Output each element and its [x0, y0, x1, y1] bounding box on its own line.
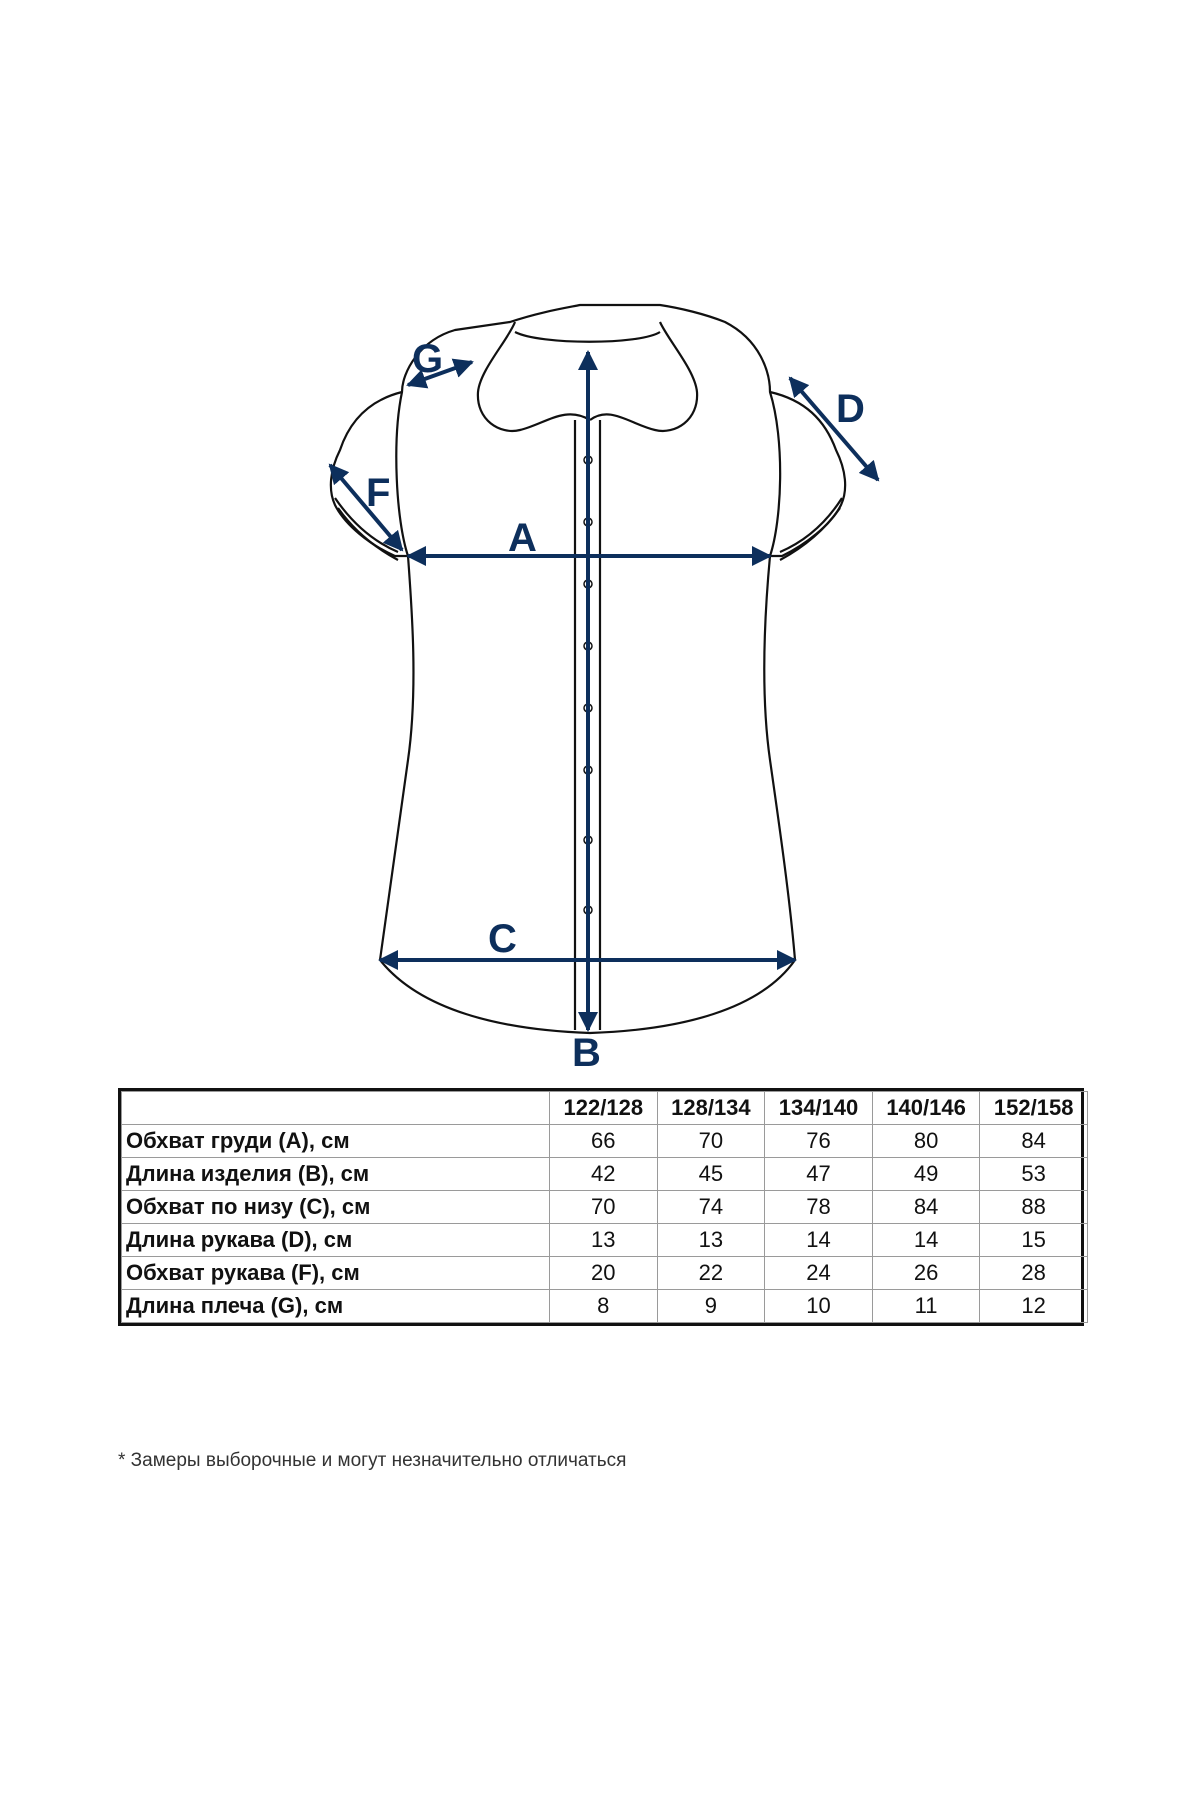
table-cell: 10	[765, 1290, 873, 1323]
size-header: 152/158	[980, 1092, 1088, 1125]
table-cell: 42	[550, 1158, 658, 1191]
table-cell: 70	[550, 1191, 658, 1224]
row-label: Длина рукава (D), см	[122, 1224, 550, 1257]
size-table	[118, 1088, 1084, 1326]
size-header-corner	[122, 1092, 550, 1125]
table-cell: 15	[980, 1224, 1088, 1257]
table-cell: 53	[980, 1158, 1088, 1191]
size-header-row	[122, 1092, 1088, 1125]
size-header: 134/140	[765, 1092, 873, 1125]
table-row	[122, 1191, 1088, 1224]
label-a: A	[508, 516, 537, 560]
table-row	[122, 1224, 1088, 1257]
table-cell: 76	[765, 1125, 873, 1158]
table-cell: 13	[550, 1224, 658, 1257]
table-cell: 8	[550, 1290, 658, 1323]
table-cell: 70	[657, 1125, 765, 1158]
table-cell: 14	[872, 1224, 980, 1257]
table-row	[122, 1257, 1088, 1290]
table-cell: 66	[550, 1125, 658, 1158]
label-d: D	[836, 387, 865, 431]
table-cell: 47	[765, 1158, 873, 1191]
table-row	[122, 1125, 1088, 1158]
row-label: Длина изделия (B), см	[122, 1158, 550, 1191]
table-cell: 80	[872, 1125, 980, 1158]
right-sleeve	[770, 392, 845, 556]
measurement-footnote: * Замеры выборочные и могут незначительно отличаться	[118, 1450, 627, 1471]
table-row	[122, 1158, 1088, 1191]
table-cell: 24	[765, 1257, 873, 1290]
size-header: 140/146	[872, 1092, 980, 1125]
size-header: 122/128	[550, 1092, 658, 1125]
row-label: Длина плеча (G), см	[122, 1290, 550, 1323]
label-f: F	[366, 471, 391, 515]
table-cell: 74	[657, 1191, 765, 1224]
label-g: G	[412, 337, 444, 381]
table-cell: 49	[872, 1158, 980, 1191]
table-cell: 26	[872, 1257, 980, 1290]
label-c: C	[488, 917, 517, 961]
table-cell: 12	[980, 1290, 1088, 1323]
table-cell: 9	[657, 1290, 765, 1323]
row-label: Обхват по низу (C), см	[122, 1191, 550, 1224]
table-cell: 22	[657, 1257, 765, 1290]
table-cell: 13	[657, 1224, 765, 1257]
right-sleeve-cuff	[780, 498, 842, 560]
table-cell: 11	[872, 1290, 980, 1323]
table-cell: 20	[550, 1257, 658, 1290]
table-cell: 78	[765, 1191, 873, 1224]
table-cell: 45	[657, 1158, 765, 1191]
neckline	[515, 332, 660, 342]
table-row	[122, 1290, 1088, 1323]
table-cell: 28	[980, 1257, 1088, 1290]
table-cell: 84	[872, 1191, 980, 1224]
size-header: 128/134	[657, 1092, 765, 1125]
table-cell: 84	[980, 1125, 1088, 1158]
row-label: Обхват груди (A), см	[122, 1125, 550, 1158]
table-cell: 88	[980, 1191, 1088, 1224]
table-cell: 14	[765, 1224, 873, 1257]
label-b: B	[572, 1031, 601, 1075]
row-label: Обхват рукава (F), см	[122, 1257, 550, 1290]
